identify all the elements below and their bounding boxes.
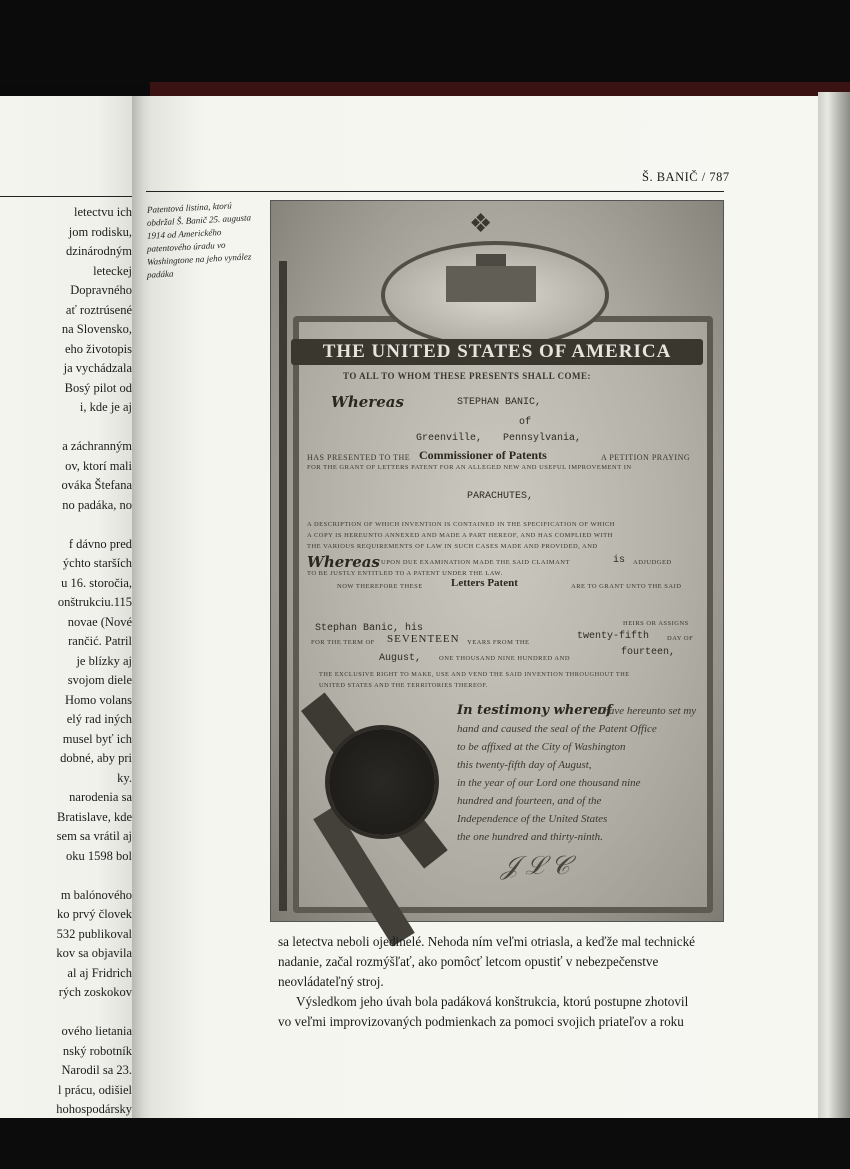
- exclusive-right-2: UNITED STATES AND THE TERRITORIES THEREOF.: [319, 682, 488, 689]
- one-thousand: ONE THOUSAND NINE HUNDRED AND: [439, 655, 571, 662]
- left-page-line: i, kde je aj: [79, 400, 132, 414]
- presents-line: TO ALL TO WHOM THESE PRESENTS SHALL COME:: [343, 371, 591, 381]
- left-page-line: no padáka, no: [62, 497, 132, 512]
- left-page-line: dzinárodným: [66, 244, 132, 258]
- left-header-rule: [0, 196, 138, 197]
- term-month: August,: [379, 653, 422, 664]
- city: Greenville,: [416, 433, 483, 444]
- is-word: is: [613, 555, 626, 566]
- grantee-name: Stephan Banic, his: [315, 623, 424, 634]
- invention-title: PARACHUTES,: [467, 491, 534, 502]
- petition-suffix: A PETITION PRAYING: [601, 453, 691, 462]
- testimony-line-7: hundred and fourteen, and of the: [457, 795, 602, 807]
- left-page-line: novae (Nové: [67, 614, 132, 629]
- book-binding-stripe: [150, 82, 850, 96]
- patent-certificate-photo: [270, 200, 724, 922]
- left-page-line: f dávno pred: [68, 536, 132, 551]
- signature-flourish: 𝒥 ℒ 𝒞: [501, 851, 570, 880]
- left-page-line: a záchranným: [62, 439, 132, 453]
- of-word: of: [519, 417, 532, 428]
- body-text-line-5: vo veľmi improvizovaných podmienkach za pomoci svojich priateľov a roku: [278, 1014, 684, 1029]
- left-page-line: elý rad iných: [66, 712, 132, 726]
- left-page-line: je blízky aj: [76, 653, 132, 668]
- left-page-line: m balónového: [60, 887, 132, 902]
- adjudged-word: ADJUDGED: [633, 559, 672, 566]
- patent-office-building-image: [446, 266, 536, 302]
- left-page-line: Bratislave, kde: [57, 809, 132, 824]
- left-page-line: rančić. Patril: [68, 634, 132, 648]
- left-page-line: Homo volans: [64, 692, 132, 707]
- whereas-heading-2: Whereas: [307, 553, 380, 571]
- body-text-line-3: neovládateľný stroj.: [278, 974, 384, 989]
- left-page-line: ýchto starších: [62, 556, 132, 570]
- left-page-line: musel byť ich: [62, 731, 132, 746]
- heirs-assigns: HEIRS OR ASSIGNS: [623, 620, 689, 627]
- whereas-heading: Whereas: [331, 393, 404, 411]
- testimony-line-6: in the year of our Lord one thousand nine: [457, 777, 641, 789]
- description-line-2: A COPY IS HEREUNTO ANNEXED AND MADE A PART HEREOF, AND HAS COMPLIED WITH: [307, 532, 613, 539]
- left-page-line: ky.: [117, 770, 132, 785]
- left-page-line: ja vychádzala: [63, 361, 132, 375]
- exclusive-right-1: THE EXCLUSIVE RIGHT TO MAKE, USE AND VEND THE SAID INVENTION THROUGHOUT THE: [319, 671, 630, 678]
- presented-prefix: HAS PRESENTED TO THE: [307, 453, 411, 462]
- justly-entitled: TO BE JUSTLY ENTITLED TO A PATENT UNDER THE LAW.: [307, 570, 503, 577]
- left-page-line: Narodil sa 23.: [61, 1063, 132, 1077]
- dark-background-bottom: [0, 1118, 850, 1169]
- term-prefix: FOR THE TERM OF: [311, 639, 375, 646]
- left-page-line: Bosý pilot od: [64, 380, 132, 395]
- testimony-line-3: hand and caused the seal of the Patent Office: [457, 723, 657, 735]
- inventor-name: STEPHAN BANIC,: [457, 397, 542, 408]
- left-page-line: onštrukciu.115: [57, 595, 132, 609]
- letters-patent: Letters Patent: [451, 577, 518, 589]
- left-page: [0, 96, 140, 1126]
- testimony-line-4: to be affixed at the City of Washington: [457, 741, 626, 753]
- left-page-line: rých zoskokov: [58, 985, 132, 999]
- description-line-3: THE VARIOUS REQUIREMENTS OF LAW IN SUCH CASES MADE AND PROVIDED, AND: [307, 543, 598, 550]
- left-page-line: Dopravného: [70, 283, 132, 297]
- body-text-line-4: Výsledkom jeho úvah bola padáková konštrukcia, ktorú postupne zhotovil: [296, 994, 689, 1009]
- left-page-line: jom rodisku,: [68, 224, 132, 239]
- body-text-line-2: nadanie, začal rozmýšľať, ako pomôcť letcom opustiť v nebezpečenstve: [278, 954, 659, 969]
- left-page-line: ko prvý človek: [57, 907, 132, 921]
- upon-due-examination: UPON DUE EXAMINATION MADE THE SAID CLAIMANT: [381, 559, 570, 566]
- certificate-banner-text: THE UNITED STATES OF AMERICA: [322, 341, 672, 362]
- left-page-line: kov sa objavila: [56, 946, 132, 960]
- eagle-emblem-icon: ❖: [469, 209, 493, 238]
- left-page-line: dobné, aby pri: [60, 751, 132, 765]
- wax-seal: [329, 729, 435, 835]
- running-header: Š. BANIČ / 787: [642, 170, 730, 184]
- left-page-line: ového lietania: [61, 1024, 132, 1038]
- day-of: DAY OF: [667, 635, 694, 642]
- left-page-line: nský robotník: [62, 1043, 132, 1058]
- testimony-line-2: I have hereunto set my: [597, 705, 697, 717]
- body-text-line-1: sa letectva neboli ojedinelé. Nehoda ním veľmi otriasla, a keďže mal technické: [278, 934, 696, 949]
- term-years: SEVENTEEN: [387, 633, 460, 645]
- testimony-line-8: Independence of the United States: [457, 813, 608, 825]
- description-line-1: A DESCRIPTION OF WHICH INVENTION IS CONTAINED IN THE SPECIFICATION OF WHICH: [307, 521, 615, 528]
- grant-unto: ARE TO GRANT UNTO THE SAID: [571, 583, 682, 590]
- left-page-line: u 16. storočia,: [61, 575, 132, 590]
- state: Pennsylvania,: [503, 433, 582, 444]
- years-from: YEARS FROM THE: [467, 639, 530, 646]
- left-page-line: na Slovensko,: [61, 322, 132, 336]
- left-page-line: al aj Fridrich: [67, 965, 132, 980]
- left-page-line: 532 publikoval: [56, 926, 132, 941]
- left-page-line: leteckej: [93, 263, 132, 278]
- left-page-line: ováka Štefana: [61, 478, 132, 492]
- grant-line: FOR THE GRANT OF LETTERS PATENT FOR AN ALLEGED NEW AND USEFUL IMPROVEMENT IN: [307, 464, 632, 471]
- commissioner: Commissioner of Patents: [419, 448, 547, 462]
- left-page-line: narodenia sa: [69, 790, 132, 804]
- left-page-line: ov, ktorí mali: [65, 458, 132, 473]
- now-therefore: NOW THEREFORE THESE: [337, 583, 423, 590]
- left-page-line: svojom diele: [67, 673, 132, 687]
- left-page-line: letectvu ich: [74, 205, 132, 219]
- testimony-line-9: the one hundred and thirty-ninth.: [457, 831, 603, 843]
- left-page-line: sem sa vrátil aj: [56, 829, 132, 843]
- term-year: fourteen,: [621, 647, 676, 658]
- left-page-line: hohospodársky: [56, 1102, 132, 1116]
- testimony-heading: In testimony whereof: [457, 703, 612, 718]
- header-rule: [146, 191, 724, 192]
- left-page-line: oku 1598 bol: [66, 848, 132, 863]
- left-page-line: l prácu, odišiel: [58, 1082, 132, 1097]
- page-edges: [818, 92, 850, 1118]
- dark-background-top: [0, 0, 850, 85]
- testimony-line-5: this twenty-fifth day of August,: [457, 759, 592, 771]
- left-page-line: eho životopis: [64, 341, 132, 356]
- figure-caption: Patentová listina, ktorú obdržal Š. Banič 25. augusta 1914 od Amerického patentového úradu vo Washingtone na jeho vynález padáka: [147, 200, 252, 280]
- term-day: twenty-fifth: [577, 631, 650, 642]
- left-page-line: ať roztrúsené: [65, 302, 132, 317]
